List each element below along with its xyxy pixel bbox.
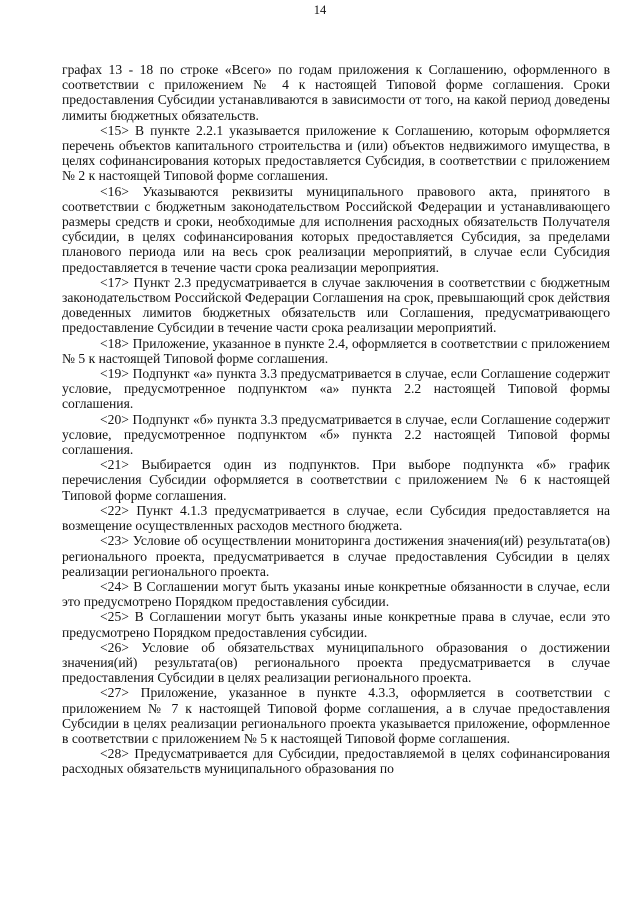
footnote-15: <15> В пункте 2.2.1 указывается приложение к Соглашению, которым оформляется перечень объектов капитального строительства и (или) объектов недвижимого имущества, в целях софинансирования которых предоставляется Субсидия, в соответствии с приложением № 2 к настоящей Типовой форме соглашения. [62, 122, 610, 184]
footnote-27: <27> Приложение, указанное в пункте 4.3.3, оформляется в соответствии с приложением № 7 к настоящей Типовой форме соглашения, а в случае предоставления Субсидии в целях реализации регионального проекта указывается приложение, оформленное в соответствии с приложением № 5 к настоящей Типовой форме соглашения. [62, 685, 610, 746]
footnote-21: <21> Выбирается один из подпунктов. При выборе подпункта «б» график перечисления Субсидии оформляется в соответствии с приложением № 6 к настоящей Типовой форме соглашения. [62, 457, 610, 503]
page-number: 14 [313, 3, 327, 17]
footnote-22: <22> Пункт 4.1.3 предусматривается в случае, если Субсидия предоставляется на возмещение осуществленных расходов местного бюджета. [62, 502, 610, 534]
footnote-17: <17> Пункт 2.3 предусматривается в случае заключения в соответствии с бюджетным законодательством Российской Федерации Соглашения на срок, превышающий срок действия доведенных лимитов бюджетных обязательств или Соглашения, предусматривающего предоставление Субсидии в течение части срока реализации мероприятий. [62, 274, 610, 336]
paragraph-continuation: графах 13 - 18 по строке «Всего» по годам приложения к Соглашению, оформленного в соответствии с приложением № 4 к настоящей Типовой форме соглашения. Сроки предоставления Субсидии устанавливаются в зависимости от того, на какой период доведены лимиты бюджетных обязательств. [62, 62, 610, 123]
footnote-20: <20> Подпункт «б» пункта 3.3 предусматривается в случае, если Соглашение содержит условие, предусмотренное подпунктом «б» пункта 2.2 настоящей Типовой формы соглашения. [62, 411, 610, 458]
footnote-16: <16> Указываются реквизиты муниципального правового акта, принятого в соответствии с бюджетным законодательством Российской Федерации и устанавливающего размеры средств и сроки, необходимые для исполнения расходных обязательств Получателя субсидии, в целях софинансирования которых предоставляется Субсидия, за пределами планового периода или на весь срок реализации мероприятий, в случае если Субсидия предоставляется в течение части срока реализации мероприятия. [62, 183, 610, 275]
document-body [62, 62, 610, 777]
footnote-26: <26> Условие об обязательствах муниципального образования о достижении значения(ий) результата(ов) регионального проекта предусматривается в случае предоставления Субсидии в целях реализации регионального проекта. [62, 639, 610, 686]
footnote-25: <25> В Соглашении могут быть указаны иные конкретные права в случае, если это предусмотрено Порядком предоставления субсидии. [62, 609, 610, 640]
footnote-24: <24> В Соглашении могут быть указаны иные конкретные обязанности в случае, если это предусмотрено Порядком предоставления субсидии. [62, 578, 610, 610]
footnote-18: <18> Приложение, указанное в пункте 2.4, оформляется в соответствии с приложением № 5 к настоящей Типовой форме соглашения. [62, 335, 610, 366]
footnote-19: <19> Подпункт «а» пункта 3.3 предусматривается в случае, если Соглашение содержит условие, предусмотренное подпунктом «а» пункта 2.2 настоящей Типовой формы соглашения. [62, 366, 610, 412]
footnote-28: <28> Предусматривается для Субсидии, предоставляемой в целях софинансирования расходных обязательств муниципального образования по [62, 746, 610, 777]
footnote-23: <23> Условие об осуществлении мониторинга достижения значения(ий) результата(ов) регионального проекта, предусматривается в случае предоставления Субсидии в целях реализации регионального проекта. [62, 533, 610, 579]
